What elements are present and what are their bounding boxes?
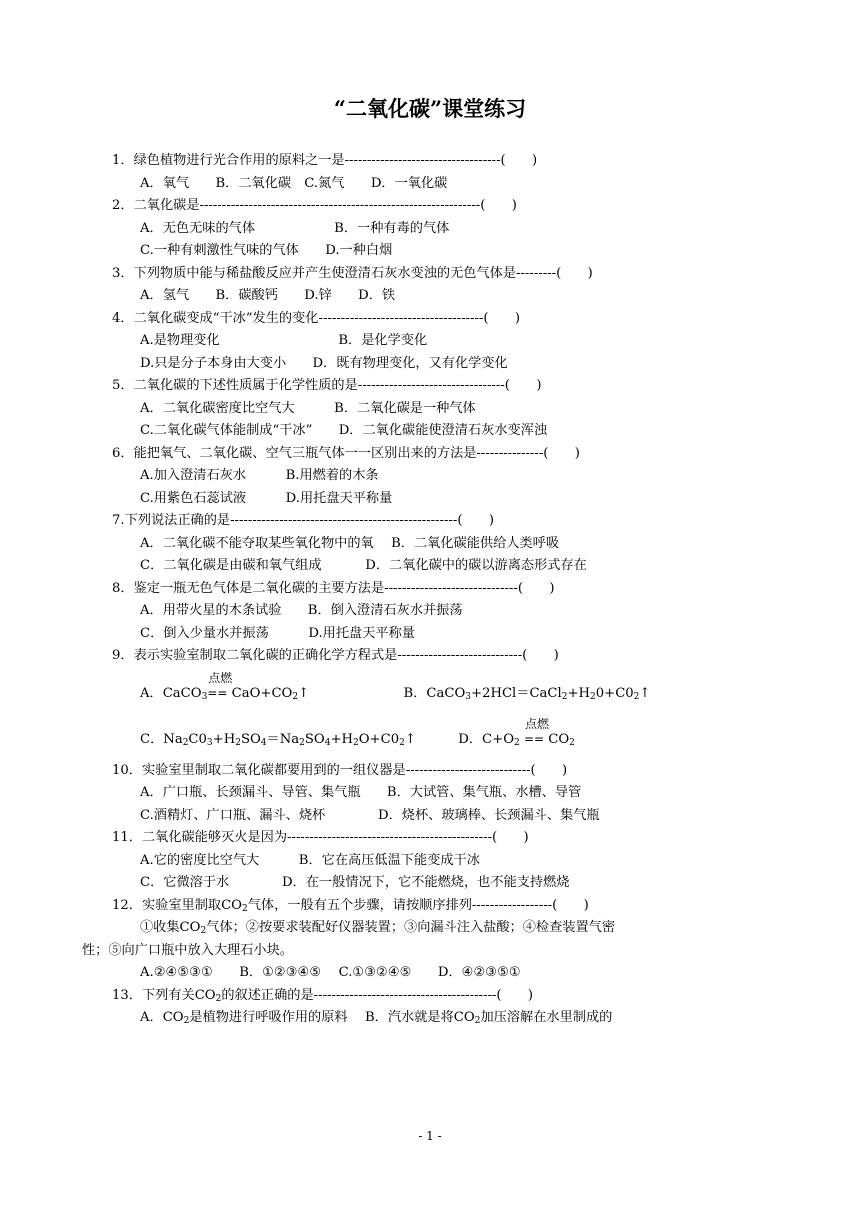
question-6-options-cd: C.用紫色石蕊试液 D.用托盘天平称量	[140, 490, 393, 506]
condition-arrow: 点燃 ==	[207, 670, 233, 700]
question-7: 7.下列说法正确的是---------------------------------------------------( )	[112, 513, 494, 528]
question-8-options-ab: A．用带火星的木条试验 B．倒入澄清石灰水并振荡	[140, 603, 463, 618]
question-7-options-ab: A．二氧化碳不能夺取某些氧化物中的氧 B．二氧化碳能供给人类呼吸	[140, 535, 560, 551]
question-5: 5．二氧化碳的下述性质属于化学性质的是---------------------------------( )	[112, 378, 542, 393]
question-8-options-cd: C．倒入少量水并振荡 D.用托盘天平称量	[140, 625, 415, 641]
question-9-options-cd	[112, 714, 712, 760]
equation-a: A．CaCO$_3$ 点燃 == $CaO+CO_2↑$	[140, 670, 310, 702]
question-1-options: A．氧气 B．二氧化碳 C.氮气 D．一氧化碳	[140, 175, 448, 191]
question-4-options-ab: A.是物理变化 B．是化学变化	[140, 333, 428, 348]
question-12-steps: ①收集$CO_2$气体；②按要求装配好仪器装置；③向漏斗注入盐酸；④检查装置气密	[140, 920, 616, 936]
question-2-options-cd: C.一种有刺激性气味的气体 D.一种白烟	[140, 243, 393, 258]
question-13-options-ab: A．$CO_2$是植物进行呼吸作用的原料 B．汽水就是将$CO_2$加压溶解在水里制成的	[140, 1010, 613, 1026]
question-11-options-ab: A.它的密度比空气大 B．它在高压低温下能变成干冰	[140, 852, 480, 868]
question-12-options: A.②④⑤③① B．①②③④⑤ C.①③②④⑤ D．④②③⑤①	[140, 965, 521, 980]
question-10: 10．实验室里制取二氧化碳都要用到的一组仪器是----------------------------( )	[112, 762, 568, 778]
question-6: 6．能把氧气、二氧化碳、空气三瓶气体一一区别出来的方法是---------------( )	[112, 445, 580, 461]
question-10-options-ab: A．广口瓶、长颈漏斗、导管、集气瓶 B．大试管、集气瓶、水槽、导管	[140, 785, 582, 800]
page-title: “二氧化碳”课堂练习	[333, 96, 527, 121]
question-4: 4．二氧化碳变成“干冰”发生的变化-------------------------------------( )	[112, 310, 521, 326]
question-1: 1．绿色植物进行光合作用的原料之一是-----------------------------------( )	[112, 153, 538, 168]
question-4-options-cd: D.只是分子本身由大变小 D．既有物理变化，又有化学变化	[140, 355, 508, 371]
page-number: - 1 -	[418, 1129, 442, 1143]
question-12-steps-cont: 性；⑤向广口瓶中放入大理石小块。	[82, 942, 293, 958]
equation-c: C．$Na_2C0_3+H_2SO_4=Na_2SO_4+H_2O+C0_2↑$	[140, 731, 416, 748]
equation-b: B．$CaCO_3+2HCl=CaCl_2+H_20+C0_2↑$	[403, 685, 651, 702]
question-11-options-cd: C．它微溶于水 D．在一般情况下，它不能燃烧，也不能支持燃烧	[140, 875, 570, 890]
question-2-options-ab: A．无色无味的气体 B．一种有毒的气体	[140, 220, 450, 236]
equation-d: D．$C+O_2$ 点燃 == $CO_2$	[458, 716, 575, 748]
question-6-options-ab: A.加入澄清石灰水 B.用燃着的木条	[140, 468, 379, 483]
question-11: 11．二氧化碳能够灭火是因为----------------------------------------------( )	[112, 830, 529, 845]
question-5-options-ab: A．二氧化碳密度比空气大 B．二氧化碳是一种气体	[140, 400, 476, 416]
question-3: 3．下列物质中能与稀盐酸反应并产生使澄清石灰水变浊的无色气体是---------( )	[112, 265, 593, 281]
condition-arrow: 点燃 ==	[523, 716, 549, 746]
question-7-options-cd: C．二氧化碳是由碳和氧气组成 D．二氧化碳中的碳以游离态形式存在	[140, 558, 587, 573]
question-3-options: A．氢气 B．碳酸钙 D.锌 D．铁	[140, 288, 396, 303]
question-5-options-cd: C.二氧化碳气体能制成“干冰” D．二氧化碳能使澄清石灰水变浑浊	[140, 423, 548, 438]
question-12: 12．实验室里制取$CO_2$气体，一般有五个步骤，请按顺序排列------------------( )	[112, 897, 589, 914]
question-9: 9．表示实验室制取二氧化碳的正确化学方程式是----------------------------( )	[112, 648, 559, 663]
question-10-options-cd: C.酒精灯、广口瓶、漏斗、烧杯 D．烧杯、玻璃棒、长颈漏斗、集气瓶	[140, 807, 600, 823]
question-8: 8．鉴定一瓶无色气体是二氧化碳的主要方法是------------------------------( )	[112, 580, 555, 596]
question-13: 13．下列有关$CO_2$的叙述正确的是-----------------------------------------( )	[112, 987, 534, 1004]
question-2: 2．二氧化碳是---------------------------------------------------------------( )	[112, 198, 517, 213]
question-list	[82, 150, 712, 1030]
question-9-options-ab	[112, 668, 712, 714]
